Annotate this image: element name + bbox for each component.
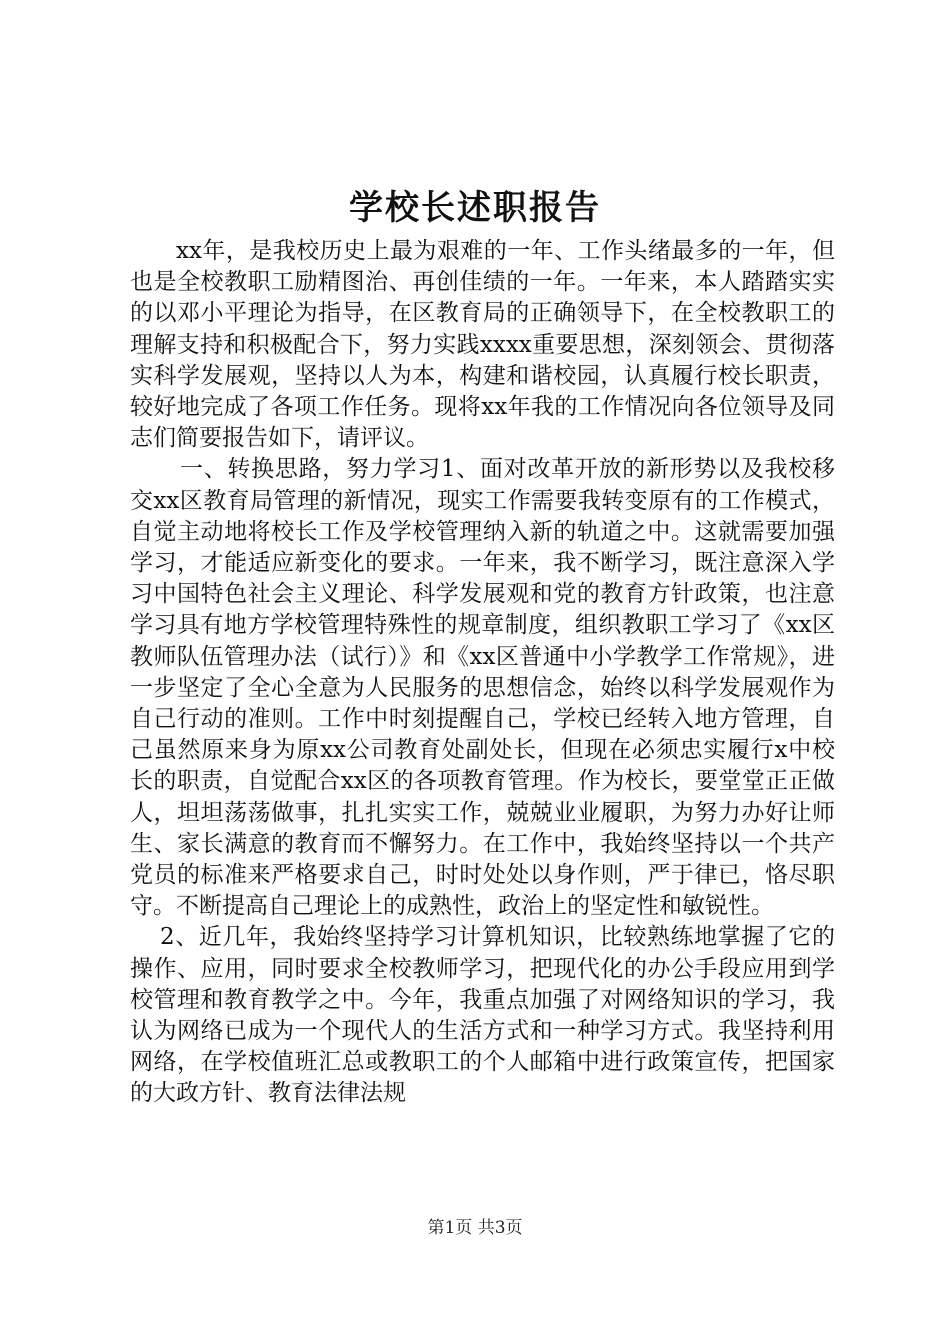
document-body xyxy=(130,236,835,1110)
paragraph-section-one: 一、转换思路，努力学习1、面对改革开放的新形势以及我校移交xx区教育局管理的新情况，现实工作需要我转变原有的工作模式，自觉主动地将校长工作及学校管理纳入新的轨道之中。这就需要加强学习，才能适应新变化的要求。一年来，我不断学习，既注意深入学习中国特色社会主义理论、科学发展观和党的教育方针政策，也注意学习具有地方学校管理特殊性的规章制度，组织教职工学习了《xx区教师队伍管理办法（试行）》和《xx区普通中小学教学工作常规》，进一步坚定了全心全意为人民服务的思想信念，始终以科学发展观作为自己行动的准则。工作中时刻提醒自己，学校已经转入地方管理，自己虽然原来身为原xx公司教育处副处长，但现在必须忠实履行x中校长的职责，自觉配合xx区的各项教育管理。作为校长，要堂堂正正做人，坦坦荡荡做事，扎扎实实工作，兢兢业业履职，为努力办好让师生、家长满意的教育而不懈努力。在工作中，我始终坚持以一个共产党员的标准来严格要求自己，时时处处以身作则，严于律已，恪尽职守。不断提高自己理论上的成熟性，政治上的坚定性和敏锐性。 xyxy=(130,456,835,920)
paragraph-intro: xx年，是我校历史上最为艰难的一年、工作头绪最多的一年，但也是全校教职工励精图治、再创佳绩的一年。一年来，本人踏踏实实的以邓小平理论为指导，在区教育局的正确领导下，在全校教职工的理解支持和积极配合下，努力实践xxxx重要思想，深刻领会、贯彻落实科学发展观，坚持以人为本，构建和谐校园，认真履行校长职责，较好地完成了各项工作任务。现将xx年我的工作情况向各位领导及同志们简要报告如下，请评议。 xyxy=(130,238,835,452)
page-number-footer: 第1页 共3页 xyxy=(427,1218,523,1238)
paragraph-section-two: 2、近几年，我始终坚持学习计算机知识，比较熟练地掌握了它的操作、应用，同时要求全校教师学习，把现代化的办公手段应用到学校管理和教育教学之中。今年，我重点加强了对网络知识的学习，我认为网络已成为一个现代人的生活方式和一种学习方式。我坚持利用网络，在学校值班汇总或教职工的个人邮箱中进行政策宣传，把国家的大政方针、教育法律法规 xyxy=(130,924,835,1107)
document-title: 学校长述职报告 xyxy=(349,188,601,228)
